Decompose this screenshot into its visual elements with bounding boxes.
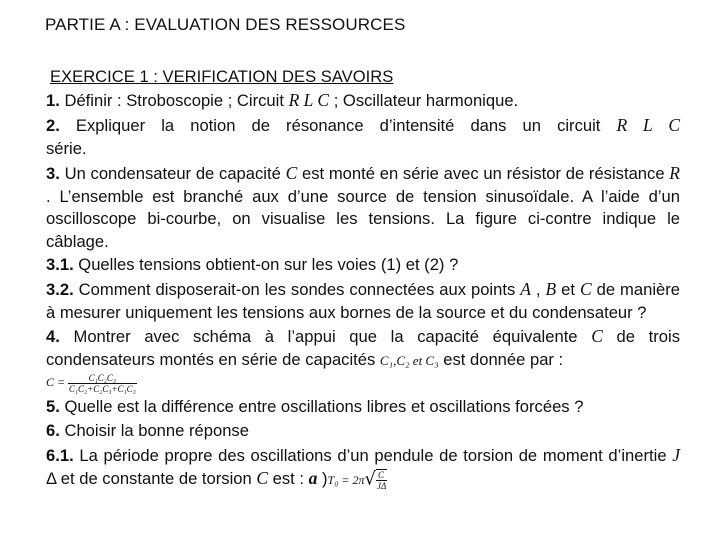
question-number: 6.1. <box>46 445 74 465</box>
question-text: et <box>556 279 580 299</box>
question-number: 5. <box>46 397 60 417</box>
question-text: Quelles tensions obtient-on sur les voies (1) et (2) ? <box>73 255 459 275</box>
math-b: B <box>545 278 557 299</box>
question-2-continuation: série. <box>46 139 87 159</box>
period-formula-lhs: T₀ = 2π <box>327 473 365 488</box>
question-4 <box>46 325 680 372</box>
question-3 <box>46 162 680 253</box>
question-text: ; Oscillateur harmonique. <box>329 91 519 111</box>
math-c: C <box>591 326 603 347</box>
question-text: La période propre des oscillations d’un pendule de torsion de moment d’inertie <box>73 445 673 465</box>
question-number: 6. <box>46 420 60 440</box>
question-1 <box>46 89 680 113</box>
equivalent-capacitance-formula <box>46 373 680 394</box>
question-number: 2. <box>46 115 60 135</box>
sqrt-radicand <box>376 469 387 491</box>
separator: , <box>530 279 546 299</box>
question-text: est monté en série avec un résistor de résistance <box>297 163 670 183</box>
question-2 <box>46 114 680 138</box>
exercise-heading: EXERCICE 1 : VERIFICATION DES SAVOIRS <box>50 66 394 86</box>
math-j: J <box>672 444 680 465</box>
question-text: Expliquer la notion de résonance d’intensité dans un circuit <box>59 115 617 135</box>
formula-lhs: C = <box>46 375 66 390</box>
sqrt-numerator: C <box>376 470 387 481</box>
math-rlc: R L C <box>288 90 330 111</box>
fraction-numerator: C₁C₂C₃ <box>68 373 137 384</box>
math-c: C <box>285 162 298 183</box>
option-paren: ) <box>317 469 328 489</box>
question-number: 3. <box>46 163 60 183</box>
square-root <box>364 468 387 491</box>
fraction <box>68 373 137 394</box>
question-3-2 <box>46 278 680 324</box>
question-text: et de constante de torsion <box>56 469 257 489</box>
math-r: R <box>669 162 680 183</box>
question-text: est donnée par : <box>438 349 564 369</box>
math-c: C <box>579 278 592 299</box>
question-text: Définir : Stroboscopie ; Circuit <box>59 91 289 111</box>
question-number: 1. <box>46 91 60 111</box>
option-letter: a <box>308 468 318 489</box>
question-text: . L’ensemble est branché aux d’une source de tension sinusoïdale. A l’aide d’un oscilloscope bi-courbe, on visualise les tensions. La figure ci-contre indique le câblage. <box>46 186 680 251</box>
question-number: 3.1. <box>46 255 74 275</box>
question-text: Quelle est la différence entre oscillations libres et oscillations forcées ? <box>59 397 584 417</box>
math-capacities: C₁,C₂ et C₃ <box>379 352 439 368</box>
question-text: est : <box>268 469 309 489</box>
question-5 <box>46 396 680 419</box>
question-6 <box>46 420 680 443</box>
math-c: C <box>256 468 269 489</box>
fraction-denominator: C₁C₂+C₂C₃+C₁C₃ <box>68 384 136 395</box>
question-text: Choisir la bonne réponse <box>59 420 249 440</box>
math-a: A <box>520 278 531 299</box>
sqrt-denominator: JΔ <box>376 480 387 491</box>
question-text: de trois condensateurs montés en série de capacités <box>46 327 681 369</box>
math-delta: Δ <box>46 469 57 489</box>
question-text: Un condensateur de capacité <box>59 163 286 183</box>
question-6-1 <box>46 444 680 492</box>
math-rlc: R L C <box>616 114 680 135</box>
sqrt-fraction <box>376 470 387 491</box>
question-number: 4. <box>46 327 60 347</box>
question-text: de manière à mesurer uniquement les tensions aux bornes de la source et du condensateur ? <box>46 279 680 322</box>
question-text: Montrer avec schéma à l’appui que la capacité équivalente <box>59 327 592 347</box>
question-text: Comment disposerait-on les sondes connectées aux points <box>73 279 521 299</box>
radical-icon: √ <box>364 468 376 490</box>
question-3-1 <box>46 254 680 277</box>
part-title: PARTIE A : EVALUATION DES RESSOURCES <box>45 15 406 34</box>
question-number: 3.2. <box>46 279 74 299</box>
